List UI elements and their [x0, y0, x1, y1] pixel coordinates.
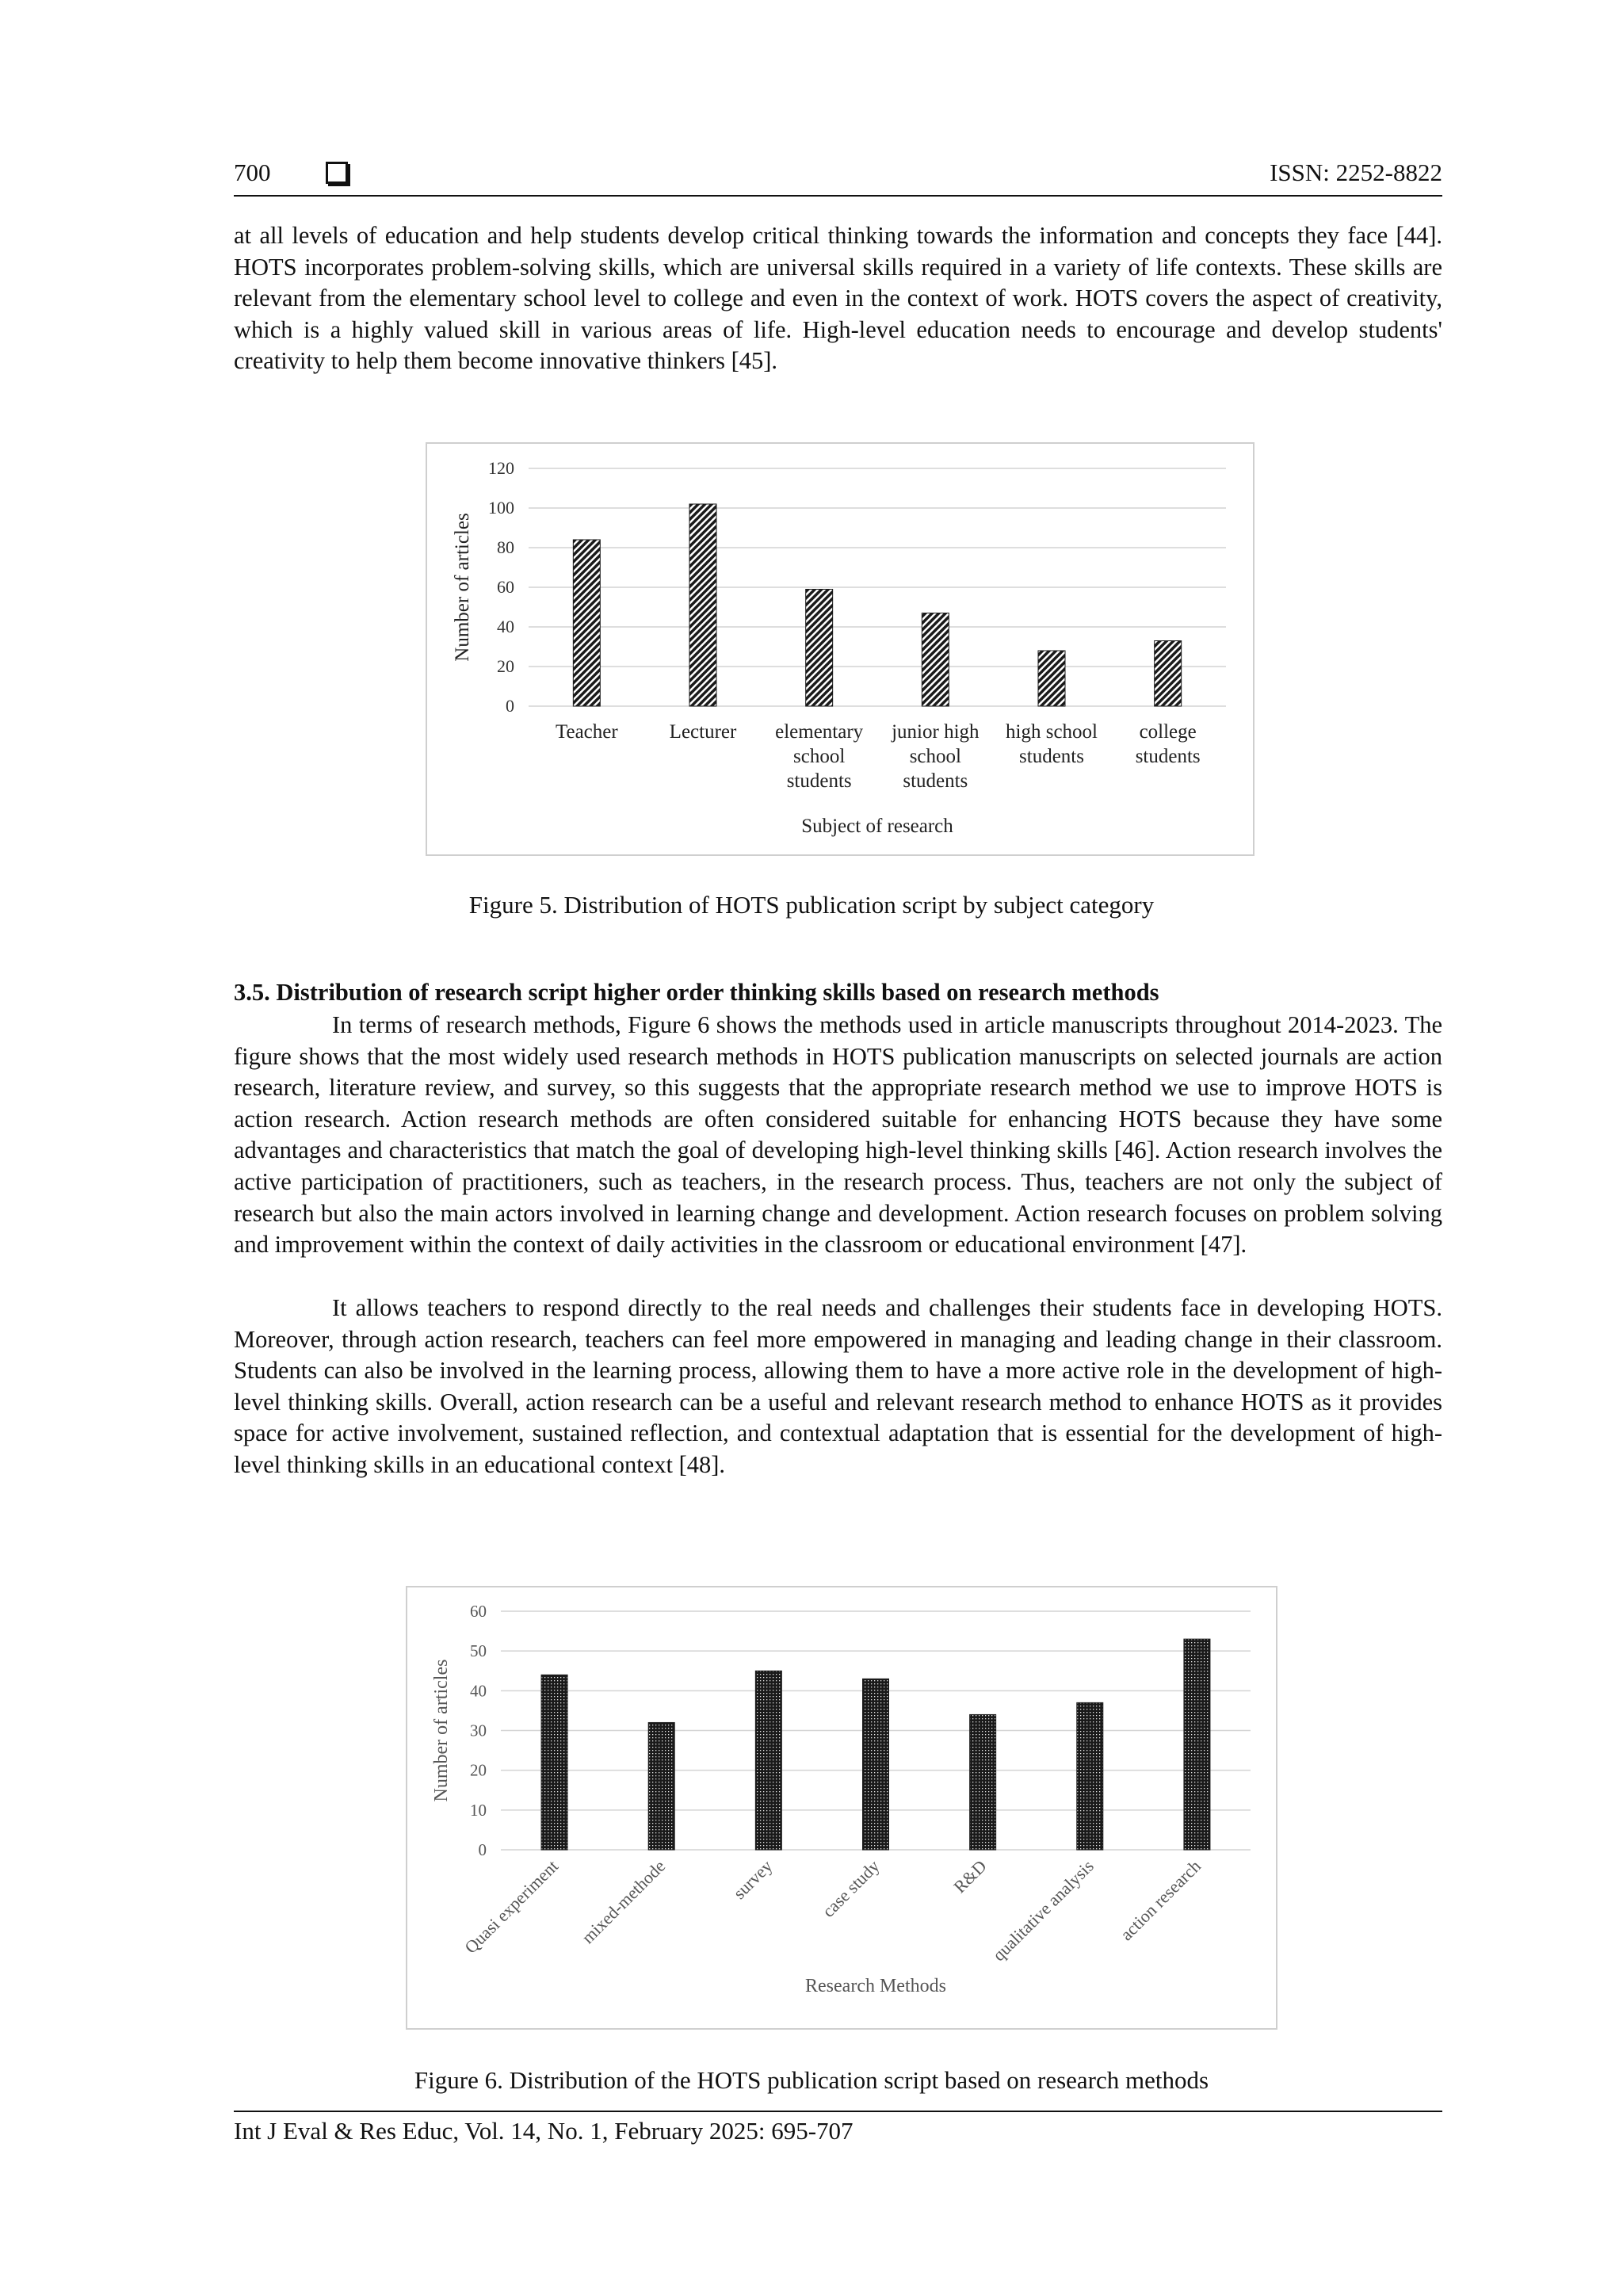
bar	[689, 504, 716, 706]
issn: ISSN: 2252-8822	[1270, 159, 1442, 186]
y-tick-label: 10	[470, 1800, 487, 1820]
y-tick-label: 0	[478, 1840, 487, 1859]
y-tick-label: 0	[506, 696, 514, 716]
bar	[541, 1675, 567, 1850]
y-tick-label: 100	[488, 498, 514, 518]
section-heading: 3.5. Distribution of research script higher order thinking skills based on research methods	[234, 979, 1159, 1006]
x-tick-label: college students	[1135, 721, 1201, 767]
x-tick-label: action research	[1116, 1855, 1205, 1945]
x-tick-label: survey	[729, 1855, 777, 1904]
x-tick-label: case study	[818, 1855, 884, 1921]
bar	[863, 1679, 889, 1850]
y-tick-label: 20	[497, 656, 514, 676]
y-tick-label: 120	[488, 458, 514, 478]
figure-6-svg	[407, 1587, 1276, 2028]
x-tick-label: junior high school students	[892, 721, 980, 792]
y-tick-label: 60	[497, 577, 514, 597]
x-axis-title: Subject of research	[801, 816, 953, 837]
paragraph-methods: In terms of research methods, Figure 6 shows the methods used in article manuscripts throughout 2014-2023. The figure shows that the most widely used research methods in HOTS publication manuscripts on selected journals are action research, literature review, and survey, so this suggests that the appropriate research method we use to improve HOTS is action research. Action research methods are often considered suitable for enhancing HOTS because they have some advantages and characteristics that match the goal of developing high-level thinking skills [46]. Action research involves the active participation of practitioners, such as teachers, in the research process. Thus, teachers are not only the subject of research but also the main actors involved in learning change and development. Action research focuses on problem solving and improvement within the context of daily activities in the classroom or educational environment [47].	[234, 1011, 1442, 1259]
x-tick-label: mixed-methode	[577, 1855, 670, 1948]
page-header	[234, 155, 1442, 197]
bar	[922, 613, 949, 707]
bar	[755, 1671, 781, 1850]
y-tick-label: 40	[470, 1681, 487, 1701]
bar	[1184, 1639, 1210, 1850]
journal-citation: Int J Eval & Res Educ, Vol. 14, No. 1, February 2025: 695-707	[234, 2117, 854, 2145]
figure-6-chart	[406, 1586, 1277, 2030]
bar	[1077, 1702, 1103, 1850]
paragraph-action-research: It allows teachers to respond directly to the real needs and challenges their students face in developing HOTS. Moreover, through action research, teachers can feel more empowered in managing and leading change in their classroom. Students can also be involved in the learning process, allowing them to have a more active role in the development of high- level thinking skills. Overall, action research can be a useful and relevant research method to enhance HOTS as it provides space for active involvement, sustained reflection, and contextual adaptation that is essential for the development of high-level thinking skills in an educational context [48].	[234, 1294, 1442, 1478]
y-tick-label: 40	[497, 617, 514, 636]
y-tick-label: 80	[497, 537, 514, 557]
x-tick-label: Quasi experiment	[460, 1855, 563, 1958]
y-axis-title: Number of articles	[452, 513, 473, 662]
x-tick-label: Teacher	[555, 721, 618, 743]
paragraph-intro: at all levels of education and help students develop critical thinking towards the information and concepts they face [44]. HOTS incorporates problem-solving skills, which are universal skills required in a variety of life contexts. These skills are relevant from the elementary school level to college and even in the context of work. HOTS covers the aspect of creativity, which is a highly valued skill in various areas of life. High-level education needs to encourage and develop students' creativity to help them become innovative thinkers [45].	[234, 222, 1442, 375]
x-tick-label: qualitative analysis	[988, 1855, 1098, 1966]
figure-5-caption: Figure 5. Distribution of HOTS publication script by subject category	[468, 891, 1155, 919]
x-tick-label: R&D	[949, 1855, 991, 1897]
x-tick-label: high school students	[1006, 721, 1098, 767]
figure-6-caption: Figure 6. Distribution of the HOTS publication script based on research methods	[414, 2066, 1209, 2094]
y-tick-label: 30	[470, 1721, 487, 1740]
bar	[573, 540, 600, 706]
y-tick-label: 20	[470, 1760, 487, 1780]
bar	[648, 1722, 674, 1850]
y-tick-label: 50	[470, 1641, 487, 1661]
x-axis-title: Research Methods	[805, 1976, 946, 1996]
bar	[1038, 651, 1065, 706]
bar	[806, 590, 833, 707]
y-axis-title: Number of articles	[431, 1659, 452, 1802]
figure-5-chart	[426, 442, 1254, 856]
y-tick-label: 60	[470, 1602, 487, 1621]
bar	[1155, 641, 1182, 707]
x-tick-label: Lecturer	[669, 721, 737, 743]
bar	[970, 1714, 996, 1850]
page-footer	[234, 2111, 1442, 2145]
page-number: 700	[234, 159, 271, 186]
square-bullet-icon	[326, 162, 348, 184]
x-tick-label: elementary school students	[775, 721, 864, 792]
figure-5-svg	[427, 444, 1253, 854]
